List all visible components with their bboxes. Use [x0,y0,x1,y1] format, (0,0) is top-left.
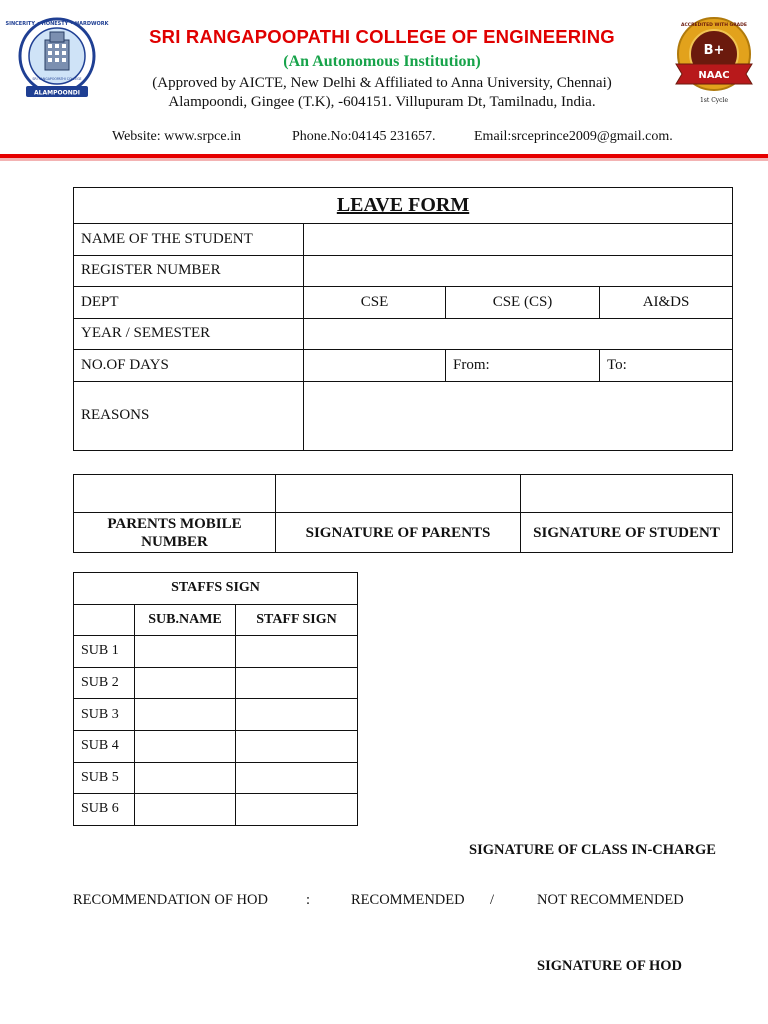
sub-label: SUB 4 [74,730,135,762]
recommendation-slash: / [490,892,495,908]
table-row [74,699,358,731]
dept-option-cse[interactable]: CSE [304,287,446,319]
sub-label: SUB 2 [74,667,135,699]
logo-top-text: SINCERITY • HONESTY • HARDWORK [5,21,109,27]
year-label: YEAR / SEMESTER [74,318,304,350]
sub-name-field[interactable] [135,667,236,699]
recommendation-label: RECOMMENDATION OF HOD [73,892,268,908]
register-label: REGISTER NUMBER [74,255,304,287]
parents-signature-field[interactable] [276,475,521,513]
staff-sign-table [73,572,358,826]
parents-mobile-field[interactable] [74,475,276,513]
days-field[interactable] [304,350,446,382]
logo-bottom-text: ALAMPOONDI [34,89,80,97]
leave-form-table [73,187,733,451]
hod-signature-label: SIGNATURE OF HOD [537,958,683,974]
reasons-field[interactable] [304,381,733,450]
staff-sign-field[interactable] [236,794,358,826]
name-row [74,224,733,256]
not-recommended-option[interactable]: NOT RECOMMENDED [537,892,684,908]
sub-name-field[interactable] [135,794,236,826]
staff-sign-field[interactable] [236,667,358,699]
name-field[interactable] [304,224,733,256]
sub-name-field[interactable] [135,699,236,731]
college-logo-icon [5,16,109,100]
dept-label: DEPT [74,287,304,319]
sub-name-field[interactable] [135,636,236,668]
table-row [74,794,358,826]
staff-sign-field[interactable] [236,699,358,731]
address-text: Alampoondi, Gingee (T.K), -604151. Villupuram Dt, Tamilnadu, India. [168,94,596,110]
staff-sign-field[interactable] [236,730,358,762]
parents-mobile-label: PARENTS MOBILE NUMBER [74,513,276,553]
recommendation-colon: : [306,892,311,908]
badge-grade: B+ [703,43,725,58]
dept-option-cse-cs[interactable]: CSE (CS) [446,287,600,319]
phone-text: Phone.No:04145 231657. [292,129,436,144]
student-signature-label: SIGNATURE OF STUDENT [521,513,733,553]
naac-badge-icon [672,14,756,106]
sub-label: SUB 1 [74,636,135,668]
dept-option-aids[interactable]: AI&DS [600,287,733,319]
badge-cycle: 1st Cycle [699,97,729,104]
sub-label: SUB 6 [74,794,135,826]
badge-ribbon-text: NAAC [698,70,730,81]
table-row [74,730,358,762]
logo-inner-text: SRI RANGAPOOPATHI COLLEGE [32,77,82,81]
badge-arc-text: ACCREDITED WITH GRADE [681,23,747,28]
staff-sign-field[interactable] [236,762,358,794]
institution-subtitle: (An Autonomous Institution) [283,53,481,70]
register-field[interactable] [304,255,733,287]
reasons-label: REASONS [74,381,304,450]
sub-name-header: SUB.NAME [135,604,236,636]
website-text: Website: www.srpce.in [112,129,241,144]
year-row [74,318,733,350]
register-row [74,255,733,287]
student-signature-field[interactable] [521,475,733,513]
form-title: LEAVE FORM [74,188,733,224]
staff-header-blank [74,604,135,636]
class-incharge-signature-label: SIGNATURE OF CLASS IN-CHARGE [469,842,716,858]
reasons-row [74,381,733,450]
staff-sign-title: STAFFS SIGN [74,573,358,605]
signature-table [73,474,733,553]
staff-sign-header: STAFF SIGN [236,604,358,636]
college-name: SRI RANGAPOOPATHI COLLEGE OF ENGINEERING [149,26,615,47]
from-field[interactable]: From: [446,350,600,382]
header-divider-shadow [0,158,768,161]
table-row [74,762,358,794]
sub-label: SUB 5 [74,762,135,794]
recommended-option[interactable]: RECOMMENDED [351,892,465,908]
days-row [74,350,733,382]
table-row [74,667,358,699]
to-field[interactable]: To: [600,350,733,382]
approval-text: (Approved by AICTE, New Delhi & Affiliated to Anna University, Chennai) [152,75,612,91]
year-field[interactable] [304,318,733,350]
table-row [74,636,358,668]
parents-signature-label: SIGNATURE OF PARENTS [276,513,521,553]
staff-sign-field[interactable] [236,636,358,668]
sub-name-field[interactable] [135,762,236,794]
days-label: NO.OF DAYS [74,350,304,382]
email-text: Email:srceprince2009@gmail.com. [474,129,673,144]
sub-label: SUB 3 [74,699,135,731]
dept-row [74,287,733,319]
sub-name-field[interactable] [135,730,236,762]
name-label: NAME OF THE STUDENT [74,224,304,256]
